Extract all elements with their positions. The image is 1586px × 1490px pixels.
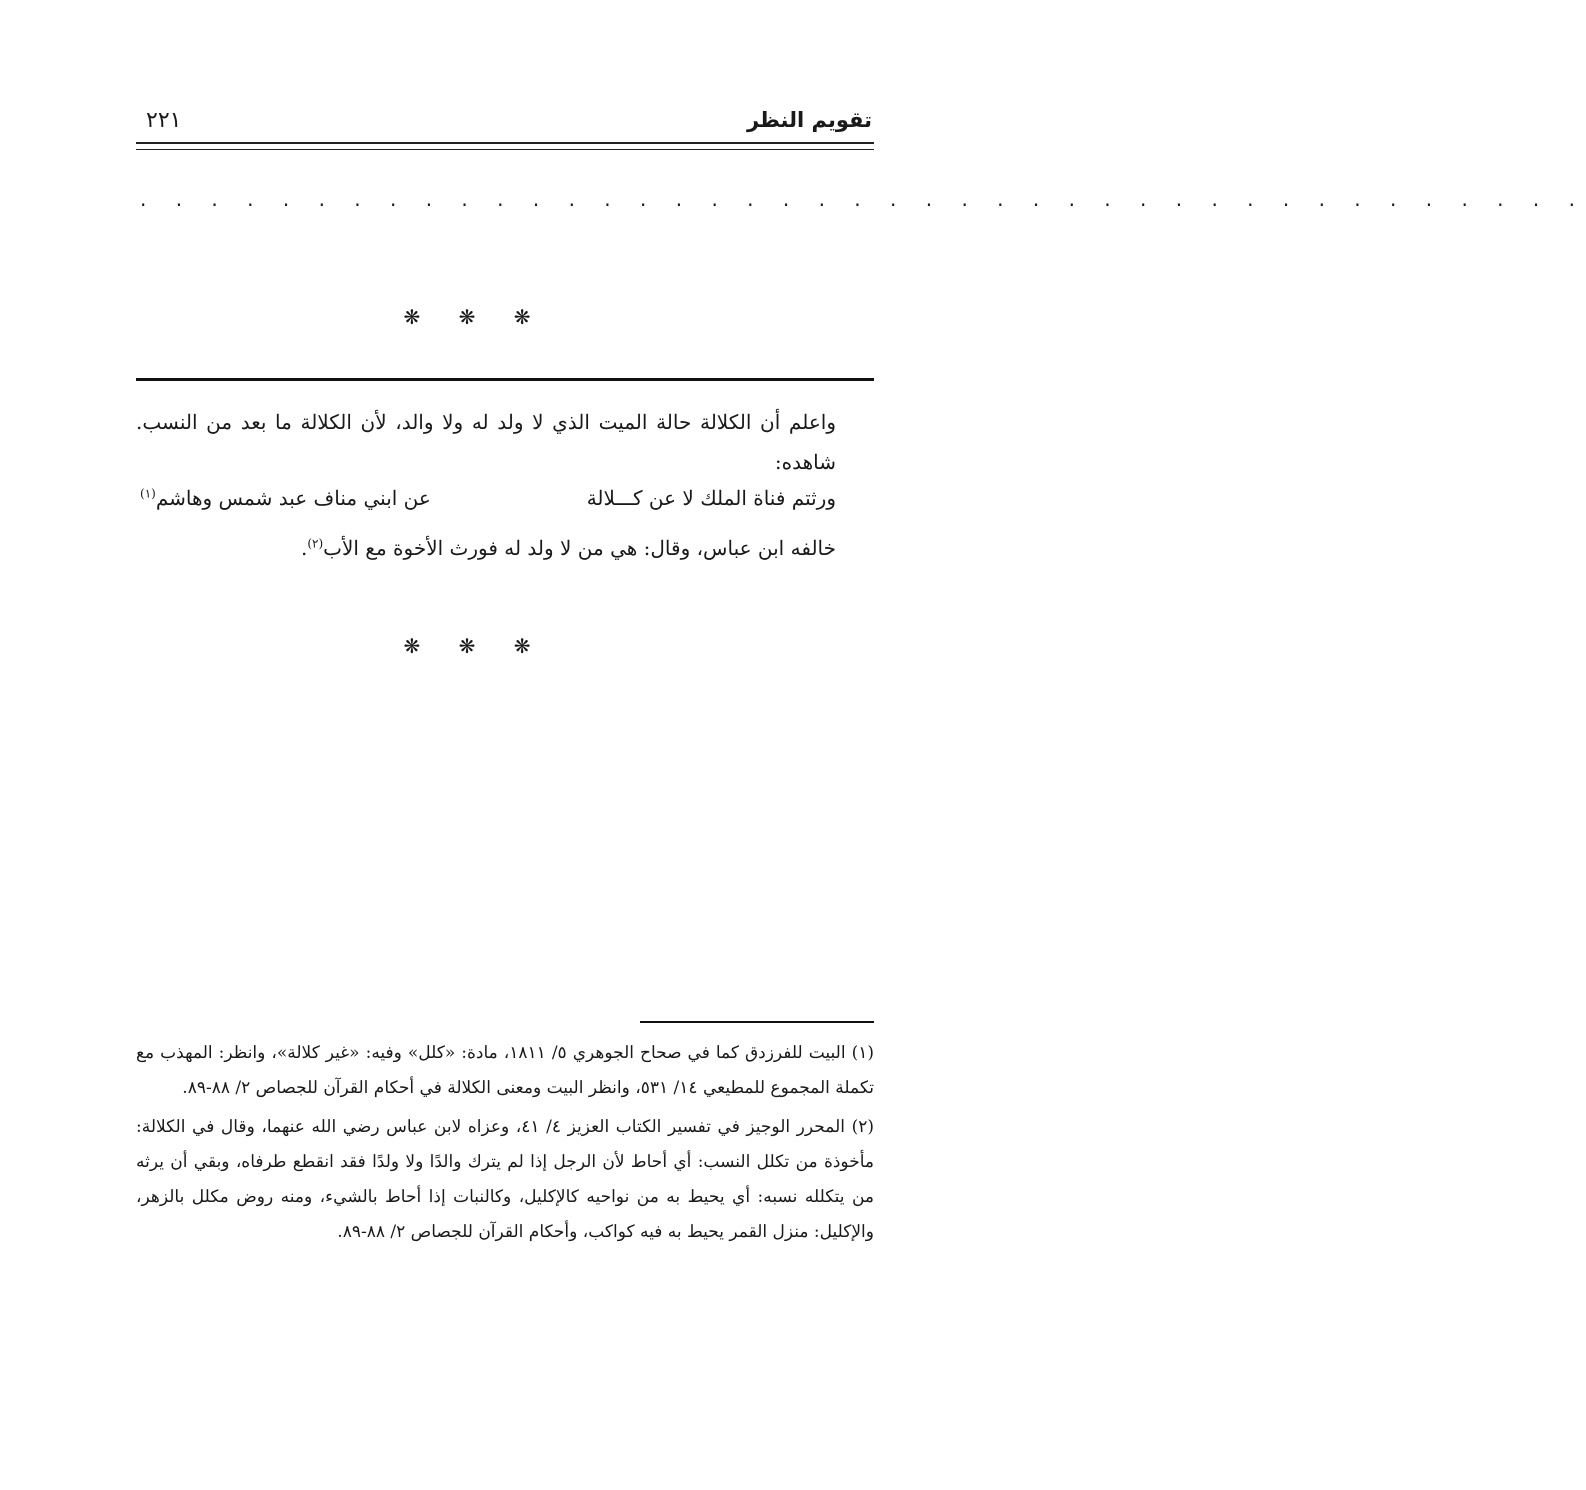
section-divider-stars-bottom: ❋ ❋ ❋: [403, 634, 547, 658]
footnote-text: المحرر الوجيز في تفسير الكتاب العزيز ٤/ ٤١، وعزاه لابن عباس رضي الله عنهما، وقال في الكلالة: مأخوذة من تكلل النسب: أي أحاط لأن الرجل إذا لم يترك والدًا ولا ولدًا فقد انقطع طرفاه، وبقي أن يرثه من يتكلله نسبه: أي يحيط به من نواحيه كالإكليل، وكالنبات إذا أحاط بالشيء، ومنه روض مكلل بالزهر، والإكليل: منزل القمر يحيط به فيه كواكب، وأحكام القرآن للجصاص ٢/ ٨٨-٨٩.: [136, 1117, 874, 1242]
verse-first-hemistich: [587, 478, 836, 518]
footnote-1: [136, 1036, 874, 1106]
footnote-rule: [640, 1021, 874, 1023]
paragraph-definition: واعلم أن الكلالة حالة الميت الذي لا ولد له ولا والد، لأن الكلالة ما بعد من النسب. شاهده:: [136, 410, 836, 474]
verse-second-text: عن ابني مناف عبد شمس وهاشم: [155, 486, 431, 510]
section-divider-stars: ❋ ❋ ❋: [403, 305, 547, 329]
header-rule: [136, 142, 874, 150]
section-rule: [136, 378, 874, 381]
footnote-2: [136, 1110, 874, 1250]
paragraph-ibn-abbas-text: خالفه ابن عباس، وقال: هي من لا ولد له فورث الأخوة مع الأب: [323, 536, 836, 560]
footnote-ref-2[interactable]: (٢): [307, 536, 324, 551]
footnote-text: البيت للفرزدق كما في صحاح الجوهري ٥/ ١٨١١، مادة: «كلل» وفيه: «غير كلالة»، وانظر: المهذب مع تكملة المجموع للمطيعي ١٤/ ٥٣١، وانظر البيت ومعنى الكلالة في أحكام القرآن للجصاص ٢/ ٨٨-٨٩.: [136, 1043, 874, 1098]
footnotes: [136, 1036, 874, 1254]
paragraph-end-mark: .: [300, 536, 308, 560]
ellipsis-separator: . . . . . . . . . . . . . . . . . . . . . . . . . . . . . . . . . . . . . . . . .: [140, 187, 1586, 211]
footnote-number: (٢): [851, 1117, 874, 1137]
footnote-ref-1[interactable]: (١): [140, 486, 156, 501]
verse-first-text: ورثتم فناة الملك لا عن كـــلالة: [586, 486, 836, 510]
running-header: [138, 104, 872, 136]
paragraph-ibn-abbas: [136, 528, 836, 568]
running-title: تقويم النظر: [746, 108, 872, 132]
footnote-number: (١): [851, 1043, 875, 1063]
verse-second-hemistich: [140, 478, 431, 518]
page-number: ٢٢١: [146, 108, 182, 133]
